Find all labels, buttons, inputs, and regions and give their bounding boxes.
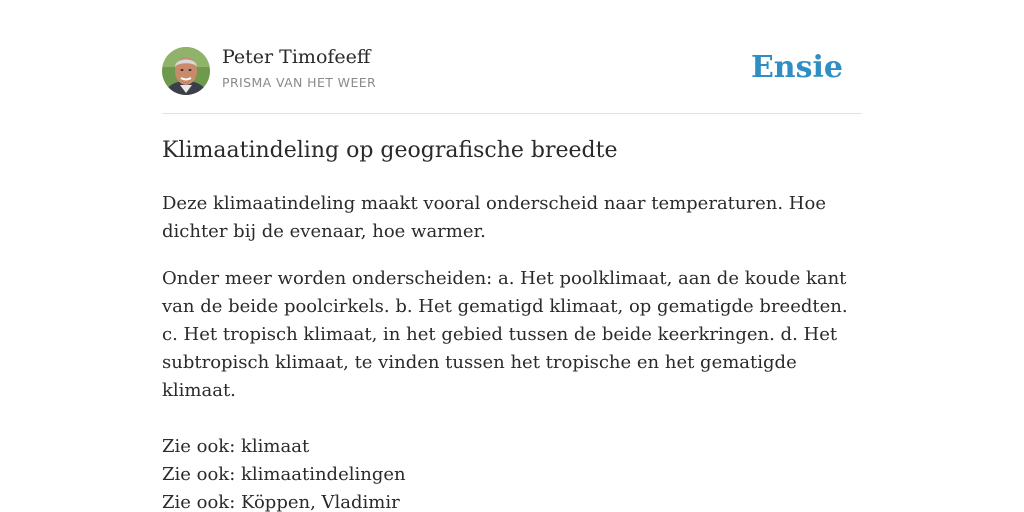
article-card: [162, 0, 862, 512]
article-paragraph: Onder meer worden onderscheiden: a. Het poolklimaat, aan de koude kant van de beide poolcirkels. b. Het gematigd klimaat, op gematigde breedten. c. Het tropisch klimaat, in het gebied tussen de beide keerkringen. d. Het subtropisch klimaat, te vinden tussen het tropische en het gematigde klimaat.: [162, 268, 848, 401]
article-body: [162, 190, 862, 512]
see-also-list: [162, 433, 862, 512]
brand-logo[interactable]: Ensie: [750, 50, 843, 85]
avatar-portrait-icon: [162, 47, 210, 95]
author-source[interactable]: PRISMA VAN HET WEER: [222, 75, 377, 90]
author-header: [162, 46, 862, 96]
author-avatar[interactable]: [162, 47, 210, 95]
see-also-link[interactable]: Zie ook: klimaatindelingen: [162, 464, 406, 485]
article-paragraph: Deze klimaatindeling maakt vooral onderscheid naar temperaturen. Hoe dichter bij de evenaar, hoe warmer.: [162, 193, 826, 242]
header-divider: [162, 113, 862, 114]
see-also-link[interactable]: Zie ook: klimaat: [162, 436, 310, 457]
author-name[interactable]: Peter Timofeeff: [222, 46, 371, 68]
see-also-link[interactable]: Zie ook: Köppen, Vladimir: [162, 492, 400, 512]
article-title: Klimaatindeling op geografische breedte: [162, 138, 618, 163]
